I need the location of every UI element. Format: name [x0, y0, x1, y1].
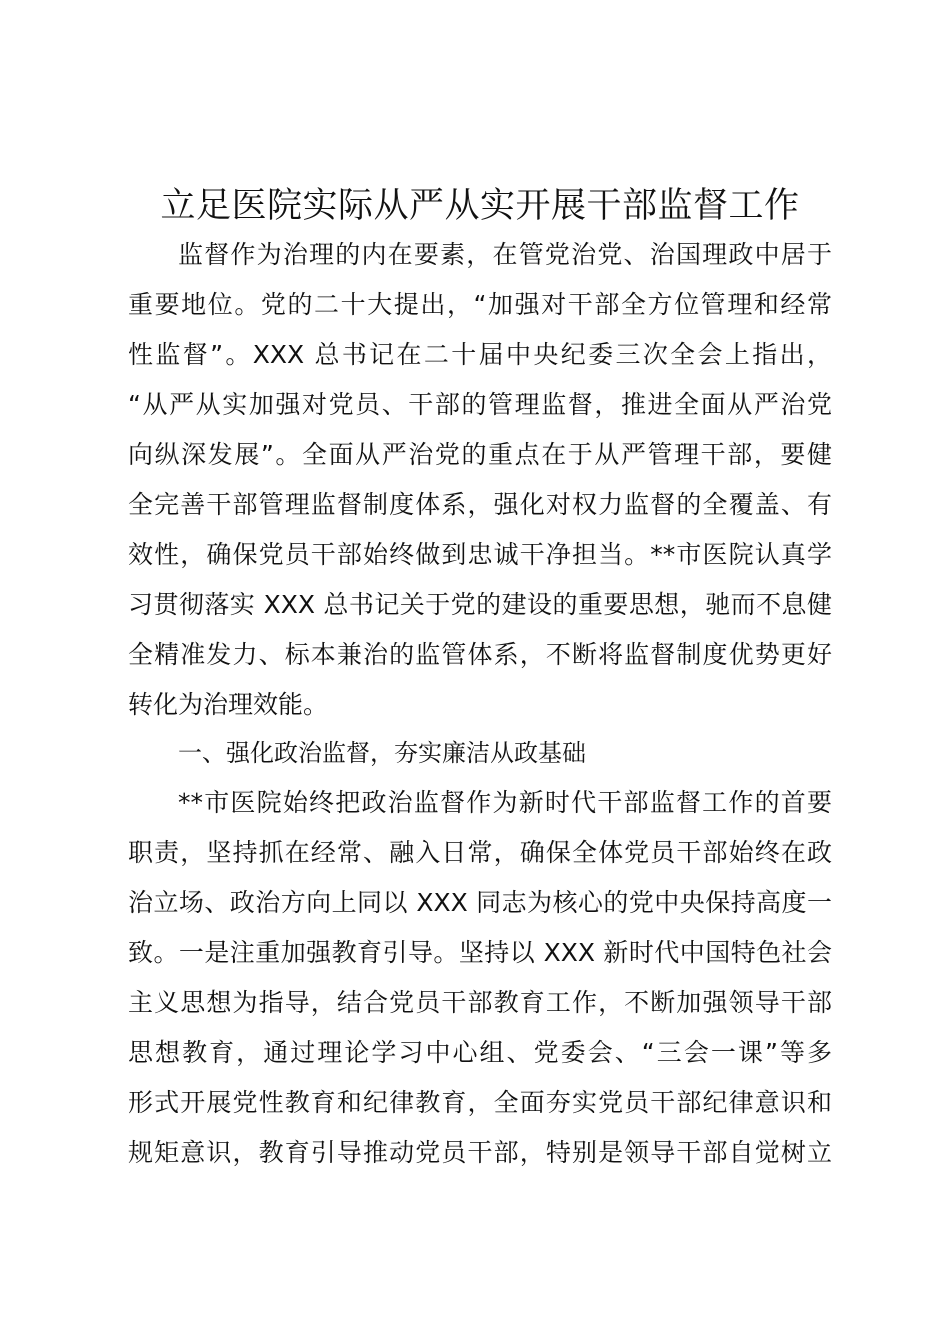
paragraph-1: [128, 230, 832, 730]
text-line: 全完善干部管理监督制度体系，强化对权力监督的全覆盖、有: [128, 490, 832, 519]
text-line: 向纵深发展”。全面从严治党的重点在于从严管理干部，要健: [128, 440, 832, 469]
text-line: 转化为治理效能。: [128, 690, 329, 719]
text-line: 致。一是注重加强教育引导。坚持以 XXX 新时代中国特色社会: [128, 938, 832, 967]
text-line: 形式开展党性教育和纪律教育，全面夯实党员干部纪律意识和: [128, 1088, 832, 1117]
text-line: 思想教育，通过理论学习中心组、党委会、“三会一课”等多: [128, 1038, 832, 1067]
text-line: “从严从实加强对党员、干部的管理监督，推进全面从严治党: [128, 390, 832, 419]
text-line: 习贯彻落实 XXX 总书记关于党的建设的重要思想，驰而不息健: [128, 590, 832, 619]
section-heading-text: 一、强化政治监督，夯实廉洁从政基础: [178, 739, 586, 767]
text-line: **市医院始终把政治监督作为新时代干部监督工作的首要: [178, 788, 832, 817]
text-line: 性监督”。XXX 总书记在二十届中央纪委三次全会上指出，: [128, 340, 832, 369]
text-line: 规矩意识，教育引导推动党员干部，特别是领导干部自觉树立: [128, 1138, 832, 1167]
text-line: 全精准发力、标本兼治的监管体系，不断将监督制度优势更好: [128, 640, 832, 669]
document-title: 立足医院实际从严从实开展干部监督工作: [160, 186, 800, 226]
section-heading-1: [128, 728, 832, 778]
text-line: 重要地位。党的二十大提出，“加强对干部全方位管理和经常: [128, 290, 832, 319]
paragraph-2: [128, 778, 832, 1178]
text-line: 监督作为治理的内在要素，在管党治党、治国理政中居于: [178, 240, 832, 269]
text-line: 效性，确保党员干部始终做到忠诚干净担当。**市医院认真学: [128, 540, 832, 569]
text-line: 职责，坚持抓在经常、融入日常，确保全体党员干部始终在政: [128, 838, 832, 867]
text-line: 治立场、政治方向上同以 XXX 同志为核心的党中央保持高度一: [128, 888, 832, 917]
text-line: 主义思想为指导，结合党员干部教育工作，不断加强领导干部: [128, 988, 832, 1017]
